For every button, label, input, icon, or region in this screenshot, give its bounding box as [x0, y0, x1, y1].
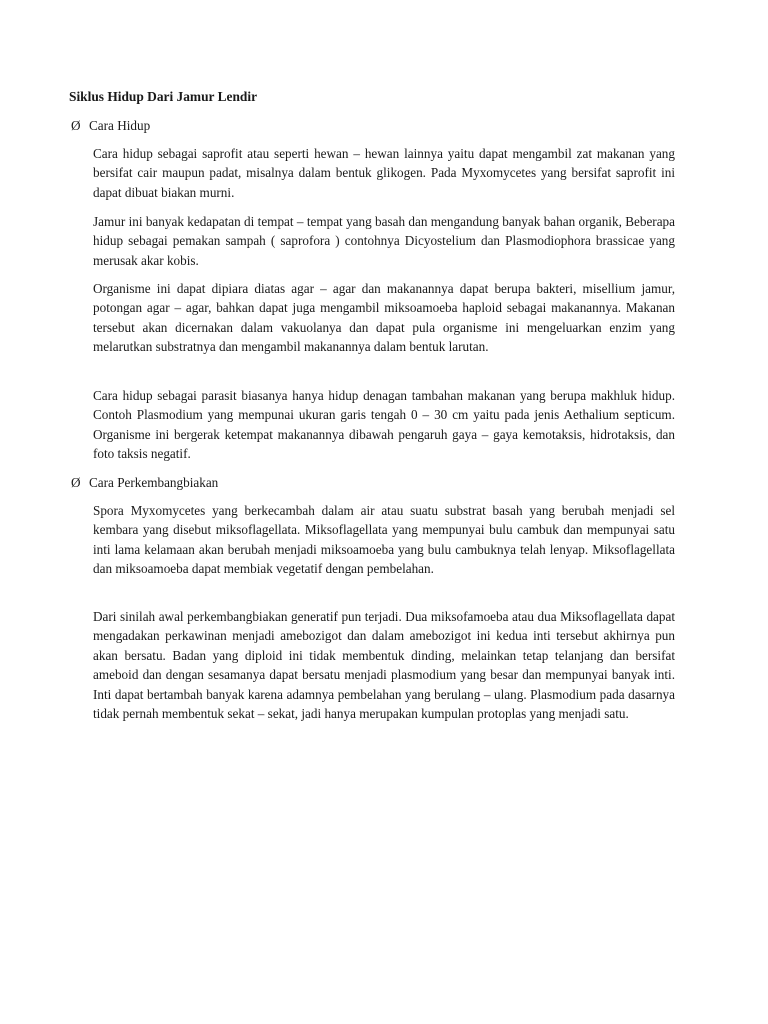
paragraph: Spora Myxomycetes yang berkecambah dalam air atau suatu substrat basah yang berubah menjadi sel kembara yang disebut miksoflagellata. Miksoflagellata yang mempunyai bulu cambuk dan mempunyai satu inti lama kelamaan akan berubah menjadi miksoamoeba yang bulu cambuknya telah lenyap. Miksoflagellata dan miksoamoeba dapat membiak vegetatif dengan pembelahan. — [93, 503, 675, 577]
section-heading-cara-hidup — [71, 116, 150, 135]
paragraph: Dari sinilah awal perkembangbiakan generatif pun terjadi. Dua miksofamoeba atau dua Miksoflagellata dapat mengadakan perkawinan menjadi amebozigot dan dalam amebozigot ini kedua inti tersebut akhirnya pun akan bersatu. Badan yang diploid ini tidak membentuk dinding, melainkan tetap telanjang dan bersifat ameboid dan dengan sesamanya dapat bersatu menjadi plasmodium yang besar dan mempunyai banyak inti. Inti dapat bertambah banyak karena adamnya pembelahan yang berulang – ulang. Plasmodium pada dasarnya tidak pernah membentuk sekat – sekat, jadi hanya merupakan kumpulan protoplas yang menjadi satu. — [93, 609, 675, 722]
paragraph: Cara hidup sebagai saprofit atau seperti hewan – hewan lainnya yaitu dapat mengambil zat makanan yang bersifat cair maupun padat, misalnya dalam bentuk glikogen. Pada Myxomycetes yang bersifat saprofit ini dapat dibuat biakan murni. — [93, 146, 675, 200]
paragraph: Jamur ini banyak kedapatan di tempat – tempat yang basah dan mengandung banyak bahan organik, Beberapa hidup sebagai pemakan sampah ( saprofora ) contohnya Dicyostelium dan Plasmodiophora brassicae yang merusak akar kobis. — [93, 214, 675, 268]
section-heading-label: Cara Perkembangbiakan — [89, 475, 219, 490]
section-heading-cara-perkembangbiakan — [71, 473, 218, 492]
bullet-symbol: Ø — [71, 118, 81, 133]
section-heading-label: Cara Hidup — [89, 118, 151, 133]
document-title: Siklus Hidup Dari Jamur Lendir — [69, 89, 258, 104]
bullet-symbol: Ø — [71, 475, 81, 490]
paragraph: Organisme ini dapat dipiara diatas agar – agar dan makanannya dapat berupa bakteri, misellium jamur, potongan agar – agar, bahkan dapat juga mengambil miksoamoeba haploid sebagai makanannya. Makanan tersebut akan dicernakan dalam vakuolanya dan dapat pula organisme ini mengeluarkan enzim yang melarutkan substratnya dan mengambil makanannya dalam bentuk larutan. — [93, 281, 675, 355]
paragraph: Cara hidup sebagai parasit biasanya hanya hidup denagan tambahan makanan yang berupa makhluk hidup. Contoh Plasmodium yang mempunai ukuran garis tengah 0 – 30 cm yaitu pada jenis Aethalium septicum. Organisme ini bergerak ketempat makanannya dibawah pengaruh gaya – gaya kemotaksis, hidrotaksis, dan foto taksis negatif. — [93, 388, 675, 462]
